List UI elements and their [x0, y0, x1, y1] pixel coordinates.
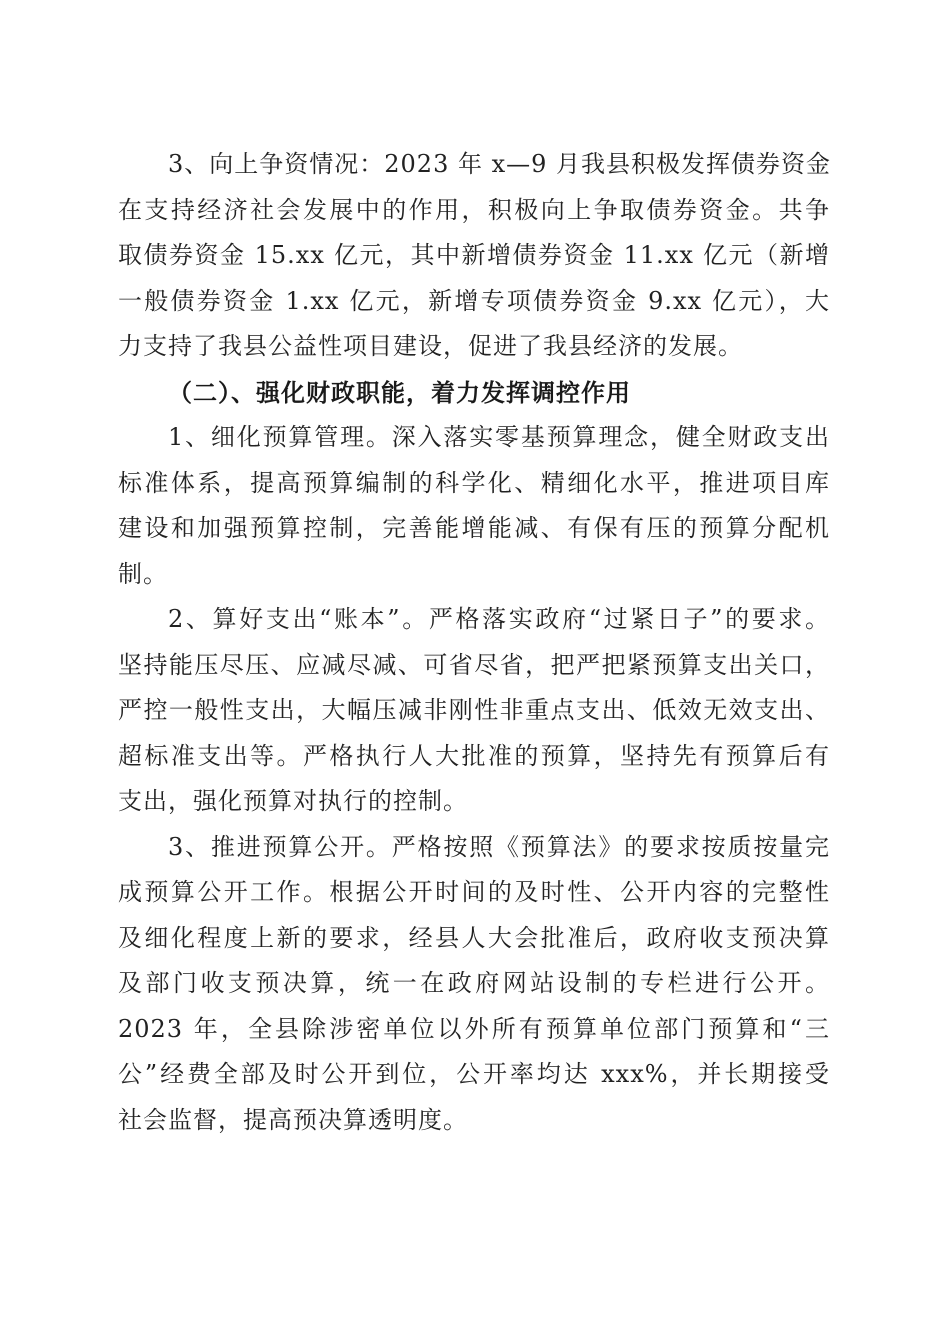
- text-line: 建设和加强预算控制，完善能增能减、有保有压的预算分配机: [118, 514, 830, 542]
- text-line: 及细化程度上新的要求，经县人大会批准后，政府收支预决算: [118, 923, 830, 952]
- text-line: 力支持了我县公益性项目建设，促进了我县经济的发展。: [118, 332, 743, 360]
- text-line: 标准体系，提高预算编制的科学化、精细化水平，推进项目库: [118, 468, 830, 497]
- heading-text: （二）、强化财政职能，着力发挥调控作用: [168, 377, 631, 407]
- paragraph-budget-management: [118, 415, 830, 597]
- text-line: 坚持能压尽压、应减尽减、可省尽省，把严把紧预算支出关口，: [118, 650, 830, 679]
- text-line: 一般债券资金 1.xx 亿元，新增专项债券资金 9.xx 亿元），大: [118, 286, 830, 315]
- section-heading: [118, 370, 830, 416]
- text-line: 严控一般性支出，大幅压减非刚性非重点支出、低效无效支出、: [118, 696, 830, 724]
- text-line: 取债券资金 15.xx 亿元，其中新增债券资金 11.xx 亿元（新增: [118, 241, 830, 269]
- text-line: 成预算公开工作。根据公开时间的及时性、公开内容的完整性: [118, 878, 830, 906]
- paragraph-budget-disclosure: [118, 825, 830, 1144]
- text-line: 支出，强化预算对执行的控制。: [118, 787, 468, 815]
- text-line: 3、推进预算公开。严格按照《预算法》的要求按质按量完: [168, 832, 830, 861]
- paragraph-bond-funds: [118, 142, 830, 370]
- text-line: 2、算好支出“账本”。严格落实政府“过紧日子”的要求。: [168, 605, 830, 633]
- text-line: 在支持经济社会发展中的作用，积极向上争取债券资金。共争: [118, 195, 830, 224]
- text-line: 公”经费全部及时公开到位，公开率均达 xxx%，并长期接受: [118, 1060, 830, 1088]
- paragraph-expenditure-ledger: [118, 597, 830, 825]
- text-line: 超标准支出等。严格执行人大批准的预算，坚持先有预算后有: [118, 741, 830, 770]
- text-line: 制。: [118, 559, 168, 588]
- text-line: 社会监督，提高预决算透明度。: [118, 1105, 468, 1134]
- text-line: 1、细化预算管理。深入落实零基预算理念，健全财政支出: [168, 423, 830, 451]
- text-line: 3、向上争资情况：2023 年 x—9 月我县积极发挥债券资金: [168, 150, 832, 178]
- text-line: 及部门收支预决算，统一在政府网站设制的专栏进行公开。: [118, 969, 830, 997]
- text-line: 2023 年，全县除涉密单位以外所有预算单位部门预算和“三: [118, 1014, 830, 1043]
- document-body: [118, 142, 830, 1143]
